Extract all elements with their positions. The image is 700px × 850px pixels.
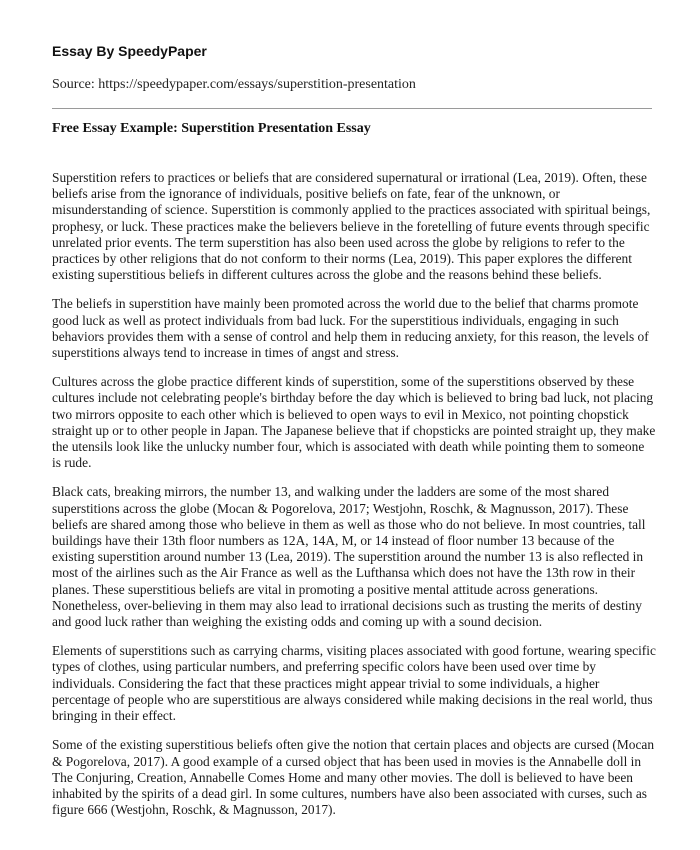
source-line: Source: https://speedypaper.com/essays/superstition-presentation bbox=[52, 77, 416, 92]
paragraph: Superstition refers to practices or beliefs that are considered supernatural or irrational (Lea, 2019). Often, these beliefs arise from the ignorance of individuals, positive beliefs on fate, fear of the unknown, or misunderstanding of science. Superstition is commonly applied to the practices associated with spiritual beings, prophesy, or luck. These practices make the believers believe in the foretelling of future events through specific unrelated prior events. The term superstition has also been used across the globe by religions to refer to the practices by other religions that do not conform to their norms (Lea, 2019). This paper explores the different existing superstitious beliefs in different cultures across the globe and the reasons behind these beliefs. bbox=[52, 170, 651, 283]
paragraph: Elements of superstitions such as carrying charms, visiting places associated with good fortune, wearing specific types of clothes, using particular numbers, and preferring specific colors have been used over time by individuals. Considering the fact that these practices might appear trivial to some individuals, a higher percentage of people who are superstitious are always considered while making decisions in the real world, thus bringing in their effect. bbox=[52, 643, 656, 724]
divider bbox=[52, 108, 652, 109]
paragraph: Cultures across the globe practice different kinds of superstition, some of the superstitions observed by these cultures include not celebrating people's birthday before the day which is believed to bring bad luck, not placing two mirrors opposite to each other which is believed to open ways to evil in Mexico, not pointing chopstick straight up or to other people in Japan. The Japanese believe that if chopsticks are pointed straight up, they make the utensils look like the unlucky number four, which is associated with death while pointing them to someone is rude. bbox=[52, 374, 656, 471]
paragraph: The beliefs in superstition have mainly been promoted across the world due to the belief that charms promote good luck as well as protect individuals from bad luck. For the superstitious individuals, engaging in such behaviors provides them with a sense of control and help them in reducing anxiety, for this reason, the levels of superstitions always tend to increase in times of angst and stress. bbox=[52, 296, 649, 361]
document-header bbox=[52, 42, 652, 94]
essay-title: Free Essay Example: Superstition Presentation Essay bbox=[52, 121, 371, 136]
essay-by-heading: Essay By SpeedyPaper bbox=[52, 43, 207, 59]
essay-body bbox=[52, 170, 656, 831]
paragraph: Black cats, breaking mirrors, the number 13, and walking under the ladders are some of the most shared superstitions across the globe (Mocan & Pogorelova, 2017; Westjohn, Roschk, & Magnusson, 2017). These beliefs are shared among those who believe in them as well as those who do not believe. In most countries, tall buildings have their 13th floor numbers as 12A, 14A, M, or 14 instead of floor number 13 because of the existing superstition around number 13 (Lea, 2019). The superstition around the number 13 is also reflected in most of the airlines such as the Air France as well as the Lufthansa which does not have the 13th row in their planes. These superstitious beliefs are vital in promoting a positive mental attitude across generations. Nonetheless, over-believing in them may also lead to irrational decisions such as trusting the merits of destiny and good luck rather than weighing the existing odds and coming up with a sound decision. bbox=[52, 484, 646, 630]
paragraph: Some of the existing superstitious beliefs often give the notion that certain places and objects are cursed (Mocan & Pogorelova, 2017). A good example of a cursed object that has been used in movies is the Annabelle doll in The Conjuring, Creation, Annabelle Comes Home and many other movies. The doll is believed to have been inhabited by the spirits of a dead girl. In some cultures, numbers have also been associated with curses, such as figure 666 (Westjohn, Roschk, & Magnusson, 2017). bbox=[52, 737, 655, 818]
